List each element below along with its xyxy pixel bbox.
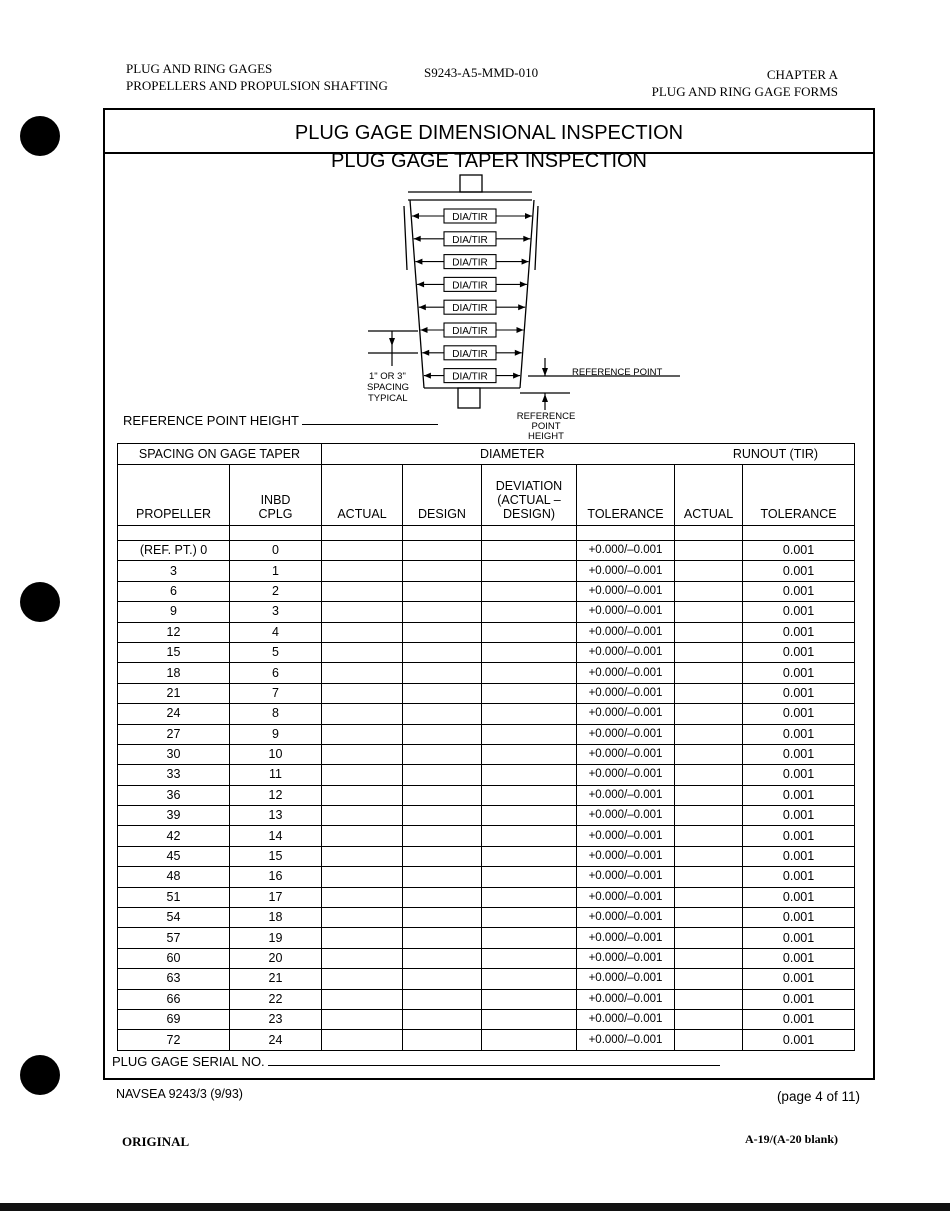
table-row [118,765,855,785]
inbd-cell: 2 [230,581,322,601]
runout-actual-entry-cell[interactable] [675,744,743,764]
deviation-entry-cell[interactable] [482,969,577,989]
dia-tir-row [424,369,520,383]
runout-tolerance-cell: 0.001 [743,948,855,968]
propeller-cell: 60 [118,948,230,968]
table-row [118,704,855,724]
table-row [118,744,855,764]
runout-actual-entry-cell[interactable] [675,561,743,581]
col-inbd-line2: CPLG [258,507,293,521]
runout-actual-entry-cell[interactable] [675,622,743,642]
propeller-cell: 45 [118,846,230,866]
page-of: (page 4 of 11) [776,1089,860,1104]
deviation-entry-cell[interactable] [482,581,577,601]
table-row [118,642,855,662]
design-entry-cell[interactable] [403,704,482,724]
punch-hole-bottom [20,1055,60,1095]
dia-tir-label: DIA/TIR [452,303,488,315]
design-entry-cell[interactable] [403,765,482,785]
inbd-cell: 18 [230,908,322,928]
design-entry-cell[interactable] [403,1030,482,1050]
serial-number-field[interactable] [268,1053,720,1066]
table-row [118,969,855,989]
runout-actual-entry-cell[interactable] [675,867,743,887]
runout-actual-entry-cell[interactable] [675,642,743,662]
gage-taper-diagram [360,170,700,415]
runout-actual-entry-cell[interactable] [675,1030,743,1050]
runout-tolerance-cell: 0.001 [743,622,855,642]
runout-actual-entry-cell[interactable] [675,1009,743,1029]
table-row [118,806,855,826]
runout-tolerance-cell: 0.001 [743,928,855,948]
runout-actual-entry-cell[interactable] [675,602,743,622]
actual-entry-cell[interactable] [322,806,403,826]
header-left-line1: PLUG AND RING GAGES [126,61,273,76]
propeller-cell: 57 [118,928,230,948]
actual-entry-cell[interactable] [322,683,403,703]
deviation-entry-cell[interactable] [482,744,577,764]
deviation-entry-cell[interactable] [482,561,577,581]
dia-tir-row [414,232,531,246]
tolerance-cell: +0.000/–0.001 [577,622,675,642]
deviation-entry-cell[interactable] [482,785,577,805]
tolerance-cell: +0.000/–0.001 [577,642,675,662]
ref-height-caption-line2: POINT [531,421,561,432]
runout-actual-entry-cell[interactable] [675,948,743,968]
propeller-cell: 6 [118,581,230,601]
tolerance-cell: +0.000/–0.001 [577,1009,675,1029]
tolerance-cell: +0.000/–0.001 [577,704,675,724]
inbd-cell: 12 [230,785,322,805]
col-runout-actual: ACTUAL [675,465,743,526]
table-row [118,846,855,866]
propeller-cell: 69 [118,1009,230,1029]
inbd-cell: 13 [230,806,322,826]
spacing-label-line3: TYPICAL [368,393,408,404]
tolerance-cell: +0.000/–0.001 [577,948,675,968]
runout-tolerance-cell: 0.001 [743,581,855,601]
deviation-entry-cell[interactable] [482,867,577,887]
table-row [118,867,855,887]
runout-tolerance-cell: 0.001 [743,989,855,1009]
inbd-cell: 16 [230,867,322,887]
deviation-entry-cell[interactable] [482,541,577,561]
header-center: S9243-A5-MMD-010 [424,65,539,80]
actual-entry-cell[interactable] [322,846,403,866]
runout-actual-entry-cell[interactable] [675,663,743,683]
ref-point-height-label [123,412,438,428]
ref-point-height-text: REFERENCE POINT HEIGHT [123,413,299,428]
ref-height-caption-line1: REFERENCE [516,411,576,422]
tolerance-cell: +0.000/–0.001 [577,561,675,581]
deviation-entry-cell[interactable] [482,887,577,907]
runout-tolerance-cell: 0.001 [743,1009,855,1029]
original-label: ORIGINAL [122,1134,190,1149]
tolerance-cell: +0.000/–0.001 [577,867,675,887]
design-entry-cell[interactable] [403,663,482,683]
tolerance-cell: +0.000/–0.001 [577,887,675,907]
design-entry-cell[interactable] [403,744,482,764]
runout-actual-entry-cell[interactable] [675,541,743,561]
propeller-cell: 39 [118,806,230,826]
propeller-cell: 54 [118,908,230,928]
col-deviation-line3: DESIGN) [502,507,556,521]
runout-tolerance-cell: 0.001 [743,704,855,724]
ref-point-height-caption [512,412,580,442]
serial-number-row [112,1053,720,1069]
deviation-entry-cell[interactable] [482,724,577,744]
tolerance-cell: +0.000/–0.001 [577,541,675,561]
dia-tir-row [419,300,525,314]
inbd-cell: 24 [230,1030,322,1050]
deviation-entry-cell[interactable] [482,642,577,662]
ref-point-height-field[interactable] [302,412,438,425]
spacing-label-line1: 1" OR 3" [369,371,406,382]
propeller-cell: 18 [118,663,230,683]
dia-tir-label: DIA/TIR [452,326,488,337]
tolerance-cell: +0.000/–0.001 [577,806,675,826]
actual-entry-cell[interactable] [322,948,403,968]
group-spacing-header: SPACING ON GAGE TAPER [118,444,322,465]
runout-tolerance-cell: 0.001 [743,969,855,989]
tolerance-cell: +0.000/–0.001 [577,765,675,785]
runout-actual-entry-cell[interactable] [675,581,743,601]
actual-entry-cell[interactable] [322,663,403,683]
propeller-cell: 27 [118,724,230,744]
tolerance-cell: +0.000/–0.001 [577,744,675,764]
inbd-cell: 8 [230,704,322,724]
dia-tir-label: DIA/TIR [452,257,488,269]
tolerance-cell: +0.000/–0.001 [577,602,675,622]
runout-tolerance-cell: 0.001 [743,765,855,785]
tolerance-cell: +0.000/–0.001 [577,969,675,989]
dia-tir-label: DIA/TIR [452,371,488,383]
dia-tir-label: DIA/TIR [452,234,488,246]
bottom-stub [458,388,480,408]
inbd-cell: 6 [230,663,322,683]
runout-actual-entry-cell[interactable] [675,683,743,703]
inbd-cell: 23 [230,1009,322,1029]
inbd-cell: 4 [230,622,322,642]
inbd-cell: 7 [230,683,322,703]
table-row [118,581,855,601]
propeller-cell: 72 [118,1030,230,1050]
runout-tolerance-cell: 0.001 [743,724,855,744]
propeller-cell: 33 [118,765,230,785]
inbd-cell: 20 [230,948,322,968]
deviation-entry-cell[interactable] [482,663,577,683]
dia-tir-rows [412,209,532,383]
col-deviation-line1: DEVIATION [495,479,563,493]
design-entry-cell[interactable] [403,785,482,805]
runout-tolerance-cell: 0.001 [743,806,855,826]
punch-hole-top [20,116,60,156]
propeller-cell: 66 [118,989,230,1009]
propeller-cell: 63 [118,969,230,989]
runout-actual-entry-cell[interactable] [675,704,743,724]
propeller-cell: 9 [118,602,230,622]
actual-entry-cell[interactable] [322,765,403,785]
inbd-cell: 0 [230,541,322,561]
table-row [118,928,855,948]
design-entry-cell[interactable] [403,1009,482,1029]
inbd-cell: 17 [230,887,322,907]
tolerance-cell: +0.000/–0.001 [577,1030,675,1050]
propeller-cell: 51 [118,887,230,907]
table-row [118,561,855,581]
deviation-entry-cell[interactable] [482,908,577,928]
inbd-cell: 19 [230,928,322,948]
inbd-cell: 9 [230,724,322,744]
propeller-cell: 3 [118,561,230,581]
dia-tir-label: DIA/TIR [452,348,488,360]
form-number: NAVSEA 9243/3 (9/93) [116,1087,243,1101]
table-row [118,785,855,805]
col-design: DESIGN [403,465,482,526]
spacing-label-line2: SPACING [367,382,410,393]
table-row [118,602,855,622]
propeller-cell: 48 [118,867,230,887]
table-row [118,887,855,907]
tolerance-cell: +0.000/–0.001 [577,785,675,805]
design-entry-cell[interactable] [403,642,482,662]
ref-height-caption-line3: HEIGHT [528,431,564,442]
runout-tolerance-cell: 0.001 [743,561,855,581]
design-entry-cell[interactable] [403,581,482,601]
table-row [118,622,855,642]
tolerance-cell: +0.000/–0.001 [577,581,675,601]
col-deviation-line2: (ACTUAL – [497,493,561,507]
design-entry-cell[interactable] [403,908,482,928]
actual-entry-cell[interactable] [322,724,403,744]
propeller-cell: 36 [118,785,230,805]
actual-entry-cell[interactable] [322,826,403,846]
runout-tolerance-cell: 0.001 [743,867,855,887]
dia-tir-label: DIA/TIR [452,212,488,223]
propeller-cell: 30 [118,744,230,764]
inbd-cell: 21 [230,969,322,989]
design-entry-cell[interactable] [403,989,482,1009]
runout-actual-entry-cell[interactable] [675,989,743,1009]
inbd-cell: 5 [230,642,322,662]
runout-actual-entry-cell[interactable] [675,969,743,989]
dia-tir-row [412,209,532,223]
deviation-entry-cell[interactable] [482,948,577,968]
tolerance-cell: +0.000/–0.001 [577,908,675,928]
actual-entry-cell[interactable] [322,928,403,948]
form-subtitle: PLUG GAGE TAPER INSPECTION [331,150,647,172]
actual-entry-cell[interactable] [322,642,403,662]
design-entry-cell[interactable] [403,724,482,744]
design-entry-cell[interactable] [403,948,482,968]
top-stub [460,175,482,192]
runout-tolerance-cell: 0.001 [743,541,855,561]
actual-entry-cell[interactable] [322,969,403,989]
deviation-entry-cell[interactable] [482,704,577,724]
actual-entry-cell[interactable] [322,887,403,907]
runout-tolerance-cell: 0.001 [743,683,855,703]
runout-tolerance-cell: 0.001 [743,908,855,928]
serial-number-label: PLUG GAGE SERIAL NO. [112,1054,265,1069]
header-left-line2: PROPELLERS AND PROPULSION SHAFTING [126,78,388,93]
tolerance-cell: +0.000/–0.001 [577,928,675,948]
actual-entry-cell[interactable] [322,602,403,622]
table-row [118,948,855,968]
tolerance-cell: +0.000/–0.001 [577,724,675,744]
inspection-table [117,443,855,1051]
runout-tolerance-cell: 0.001 [743,887,855,907]
actual-entry-cell[interactable] [322,541,403,561]
runout-tolerance-cell: 0.001 [743,744,855,764]
deviation-entry-cell[interactable] [482,602,577,622]
inbd-cell: 3 [230,602,322,622]
deviation-entry-cell[interactable] [482,928,577,948]
design-entry-cell[interactable] [403,969,482,989]
deviation-entry-cell[interactable] [482,1009,577,1029]
dia-tir-row [422,346,522,360]
group-runout-header: RUNOUT (TIR) [675,444,855,465]
header-right-line2: PLUG AND RING GAGE FORMS [651,84,838,99]
header-right [652,66,838,100]
deviation-entry-cell[interactable] [482,683,577,703]
runout-tolerance-cell: 0.001 [743,846,855,866]
runout-actual-entry-cell[interactable] [675,785,743,805]
deviation-entry-cell[interactable] [482,806,577,826]
propeller-cell: 12 [118,622,230,642]
actual-entry-cell[interactable] [322,785,403,805]
dia-tir-row [415,255,528,269]
tolerance-cell: +0.000/–0.001 [577,846,675,866]
runout-actual-entry-cell[interactable] [675,887,743,907]
inbd-cell: 22 [230,989,322,1009]
design-entry-cell[interactable] [403,806,482,826]
runout-actual-entry-cell[interactable] [675,846,743,866]
runout-tolerance-cell: 0.001 [743,826,855,846]
design-entry-cell[interactable] [403,683,482,703]
table-row [118,663,855,683]
dia-tir-label: DIA/TIR [452,280,488,292]
table-row [118,908,855,928]
runout-actual-entry-cell[interactable] [675,908,743,928]
actual-entry-cell[interactable] [322,622,403,642]
actual-entry-cell[interactable] [322,908,403,928]
tolerance-cell: +0.000/–0.001 [577,663,675,683]
deviation-entry-cell[interactable] [482,622,577,642]
col-deviation [482,465,577,526]
runout-tolerance-cell: 0.001 [743,1030,855,1050]
table-row [118,541,855,561]
inbd-cell: 10 [230,744,322,764]
punch-hole-middle [20,582,60,622]
runout-tolerance-cell: 0.001 [743,785,855,805]
header-right-line1: CHAPTER A [766,67,838,82]
table-row [118,1030,855,1050]
inbd-cell: 11 [230,765,322,785]
col-propeller: PROPELLER [118,465,230,526]
runout-actual-entry-cell[interactable] [675,724,743,744]
table-row [118,1009,855,1029]
propeller-cell: (REF. PT.) 0 [118,541,230,561]
form-title: PLUG GAGE DIMENSIONAL INSPECTION [294,122,684,144]
design-entry-cell[interactable] [403,867,482,887]
propeller-cell: 42 [118,826,230,846]
tolerance-cell: +0.000/–0.001 [577,683,675,703]
design-entry-cell[interactable] [403,887,482,907]
actual-entry-cell[interactable] [322,1009,403,1029]
actual-entry-cell[interactable] [322,561,403,581]
runout-actual-entry-cell[interactable] [675,826,743,846]
inbd-cell: 15 [230,846,322,866]
runout-tolerance-cell: 0.001 [743,642,855,662]
actual-entry-cell[interactable] [322,744,403,764]
runout-actual-entry-cell[interactable] [675,928,743,948]
dia-tir-row [417,277,527,291]
dia-tir-row [421,323,524,337]
deviation-entry-cell[interactable] [482,765,577,785]
deviation-entry-cell[interactable] [482,1030,577,1050]
design-entry-cell[interactable] [403,561,482,581]
col-tolerance: TOLERANCE [577,465,675,526]
propeller-cell: 21 [118,683,230,703]
runout-tolerance-cell: 0.001 [743,663,855,683]
tolerance-cell: +0.000/–0.001 [577,826,675,846]
design-entry-cell[interactable] [403,541,482,561]
actual-entry-cell[interactable] [322,1030,403,1050]
inbd-cell: 14 [230,826,322,846]
col-inbd-line1: INBD [260,493,291,507]
reference-point-label: REFERENCE POINT [572,367,663,378]
deviation-entry-cell[interactable] [482,826,577,846]
col-inbd-cplg [230,465,322,526]
header-left [126,60,388,94]
actual-entry-cell[interactable] [322,581,403,601]
runout-tolerance-cell: 0.001 [743,602,855,622]
design-entry-cell[interactable] [403,602,482,622]
actual-entry-cell[interactable] [322,989,403,1009]
design-entry-cell[interactable] [403,622,482,642]
design-entry-cell[interactable] [403,846,482,866]
page-number: A-19/(A-20 blank) [744,1132,838,1146]
group-diameter-header: DIAMETER [322,444,675,465]
col-runout-tolerance: TOLERANCE [743,465,855,526]
deviation-entry-cell[interactable] [482,989,577,1009]
runout-actual-entry-cell[interactable] [675,806,743,826]
table-row [118,683,855,703]
actual-entry-cell[interactable] [322,867,403,887]
tolerance-cell: +0.000/–0.001 [577,989,675,1009]
design-entry-cell[interactable] [403,928,482,948]
scan-edge [0,1203,950,1211]
runout-actual-entry-cell[interactable] [675,765,743,785]
inbd-cell: 1 [230,561,322,581]
inspection-rows [118,541,855,1051]
deviation-entry-cell[interactable] [482,846,577,866]
table-row [118,724,855,744]
actual-entry-cell[interactable] [322,704,403,724]
table-row [118,989,855,1009]
table-row [118,826,855,846]
propeller-cell: 15 [118,642,230,662]
design-entry-cell[interactable] [403,826,482,846]
propeller-cell: 24 [118,704,230,724]
col-actual: ACTUAL [322,465,403,526]
